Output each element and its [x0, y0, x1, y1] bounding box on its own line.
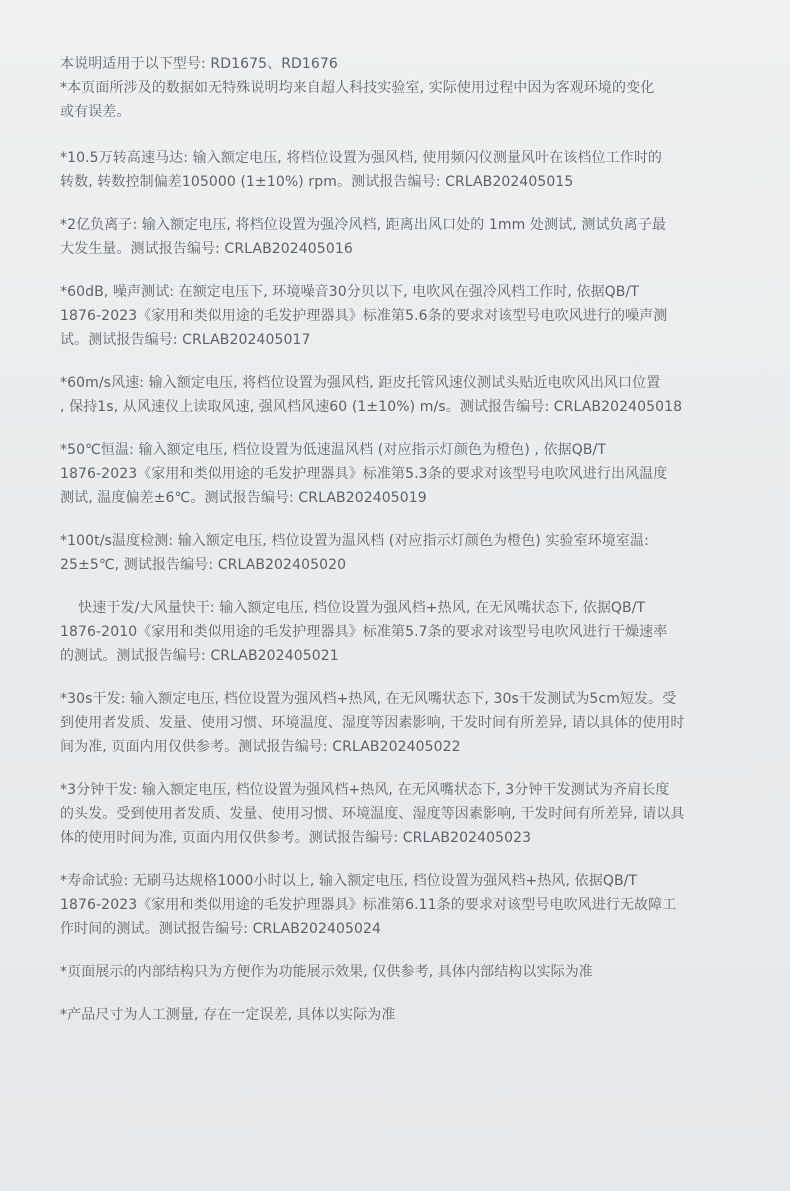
- note-line: 转数, 转数控制偏差105000 (1±10%) rpm。测试报告编号: CRLAB202405015: [60, 174, 574, 190]
- note-line: *60m/s风速: 输入额定电压, 将档位设置为强风档, 距皮托管风速仪测试头贴近电吹风出风口位置: [60, 375, 661, 391]
- note-line: 1876-2023《家用和类似用途的毛发护理器具》标准第6.11条的要求对该型号电吹风进行无故障工: [60, 897, 677, 913]
- note-line: , 保持1s, 从风速仪上读取风速, 强风档风速60 (1±10%) m/s。测试报告编号: CRLAB202405018: [60, 399, 683, 415]
- note-dimensions: [60, 1003, 732, 1027]
- note-line: 测试, 温度偏差±6℃。测试报告编号: CRLAB202405019: [60, 490, 427, 506]
- note-temp-detect: [60, 529, 732, 577]
- note-line: 作时间的测试。测试报告编号: CRLAB202405024: [60, 921, 382, 937]
- note-noise: [60, 280, 732, 352]
- note-wind-speed: [60, 371, 732, 419]
- note-temperature: [60, 438, 732, 510]
- note-motor: [60, 146, 732, 194]
- note-line: *页面展示的内部结构只为方便作为功能展示效果, 仅供参考, 具体内部结构以实际为准: [60, 964, 593, 980]
- note-line: *3分钟干发: 输入额定电压, 档位设置为强风档+热风, 在无风嘴状态下, 3分钟干发测试为齐肩长度: [60, 782, 670, 798]
- note-line: *30s干发: 输入额定电压, 档位设置为强风档+热风, 在无风嘴状态下, 30s干发测试为5cm短发。受: [60, 691, 677, 707]
- note-models: [60, 52, 732, 124]
- note-lifetime: [60, 869, 732, 941]
- note-line: 大发生量。测试报告编号: CRLAB202405016: [60, 241, 353, 257]
- note-structure: [60, 960, 732, 984]
- note-line: 间为准, 页面内用仅供参考。测试报告编号: CRLAB202405022: [60, 739, 461, 755]
- note-line: 1876-2010《家用和类似用途的毛发护理器具》标准第5.7条的要求对该型号电吹风进行干燥速率: [60, 624, 668, 640]
- note-line: 快速干发/大风量快干: 输入额定电压, 档位设置为强风档+热风, 在无风嘴状态下, 依据QB/T: [60, 600, 646, 616]
- note-line: 或有误差。: [60, 104, 131, 120]
- note-line: 1876-2023《家用和类似用途的毛发护理器具》标准第5.6条的要求对该型号电吹风进行的噪声测: [60, 308, 668, 324]
- note-line: *寿命试验: 无刷马达规格1000小时以上, 输入额定电压, 档位设置为强风档+热风, 依据QB/T: [60, 873, 638, 889]
- note-line: 1876-2023《家用和类似用途的毛发护理器具》标准第5.3条的要求对该型号电吹风进行出风温度: [60, 466, 668, 482]
- note-line: *本页面所涉及的数据如无特殊说明均来自超人科技实验室, 实际使用过程中因为客观环境的变化: [60, 80, 655, 96]
- note-line: *50℃恒温: 输入额定电压, 档位设置为低速温风档 (对应指示灯颜色为橙色) , 依据QB/T: [60, 442, 607, 458]
- note-dry-3min: [60, 778, 732, 850]
- note-dry-30s: [60, 687, 732, 759]
- note-line: 到使用者发质、发量、使用习惯、环境温度、湿度等因素影响, 干发时间有所差异, 请以具体的使用时: [60, 715, 685, 731]
- note-line: 体的使用时间为准, 页面内用仅供参考。测试报告编号: CRLAB202405023: [60, 830, 532, 846]
- note-line: 的头发。受到使用者发质、发量、使用习惯、环境温度、湿度等因素影响, 干发时间有所差异, 请以具: [60, 806, 685, 822]
- note-quick-dry: [60, 596, 732, 668]
- note-line: *产品尺寸为人工测量, 存在一定误差, 具体以实际为准: [60, 1007, 396, 1023]
- note-line: *100t/s温度检测: 输入额定电压, 档位设置为温风档 (对应指示灯颜色为橙色) 实验室环境室温:: [60, 533, 649, 549]
- note-line: 试。测试报告编号: CRLAB202405017: [60, 332, 311, 348]
- note-line: *10.5万转高速马达: 输入额定电压, 将档位设置为强风档, 使用频闪仪测量风叶在该档位工作时的: [60, 150, 663, 166]
- note-line: *2亿负离子: 输入额定电压, 将档位设置为强冷风档, 距离出风口处的 1mm 处测试, 测试负离子最: [60, 217, 666, 233]
- note-line: *60dB, 噪声测试: 在额定电压下, 环境噪音30分贝以下, 电吹风在强冷风档工作时, 依据QB/T: [60, 284, 639, 300]
- note-line: 的测试。测试报告编号: CRLAB202405021: [60, 648, 339, 664]
- note-line: 本说明适用于以下型号: RD1675、RD1676: [60, 56, 338, 72]
- note-ions: [60, 213, 732, 261]
- note-line: 25±5℃, 测试报告编号: CRLAB202405020: [60, 557, 347, 573]
